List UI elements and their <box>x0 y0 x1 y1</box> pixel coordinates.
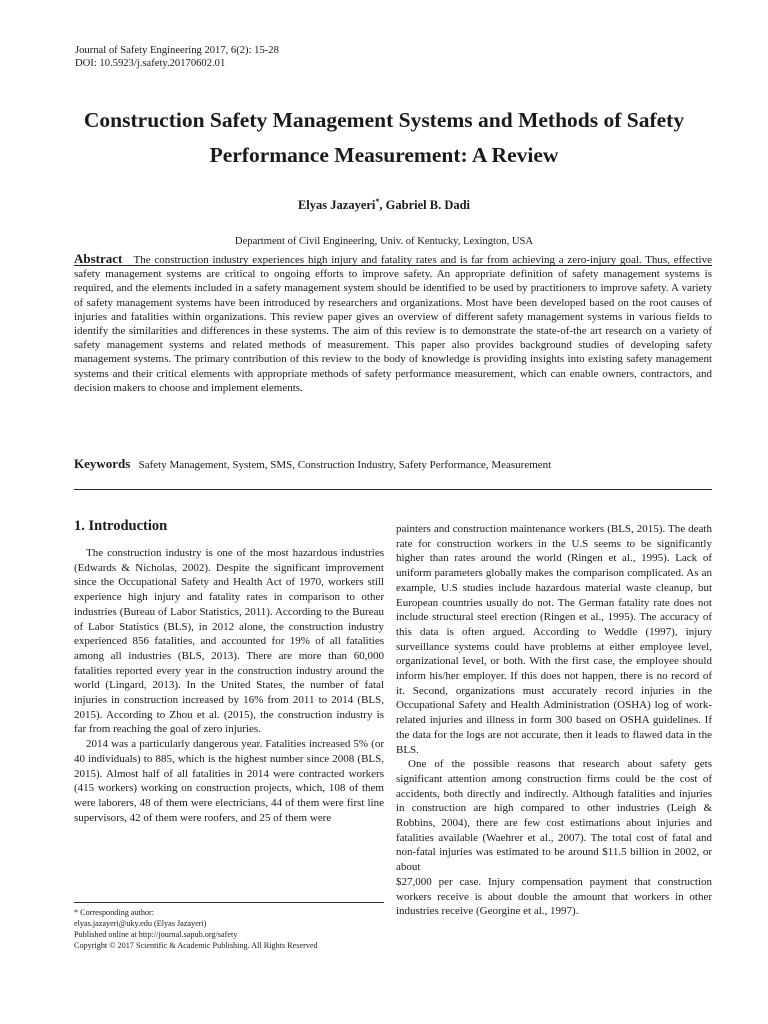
affiliation: Department of Civil Engineering, Univ. of Kentucky, Lexington, USA <box>234 236 534 247</box>
corresponding-mark: * <box>375 197 380 206</box>
footnote-line: * Corresponding author: <box>74 908 155 917</box>
keywords-label: Keywords <box>74 456 131 471</box>
doi: DOI: 10.5923/j.safety.20170602.01 <box>75 58 226 69</box>
author-name: Elyas Jazayeri <box>297 198 376 213</box>
keywords-text: Safety Management, System, SMS, Construction Industry, Safety Performance, Measurement <box>138 459 552 471</box>
paragraph: $27,000 per case. Injury compensation payment that construction workers receive is about double the amount that workers in other industries receive (Georgine et al., 1997). <box>396 875 712 918</box>
keywords <box>74 456 712 472</box>
co-author-names: , Gabriel B. Dadi <box>379 198 471 213</box>
footnote-divider <box>74 902 384 903</box>
paragraph: painters and construction maintenance workers (BLS, 2015). The death rate for construction workers in the U.S seems to be significantly higher than rates around the world (Ringen et al., 1995). Lack of uniform parameters globally makes the comparison complicated. As an example, U.S studies include hazardous material waste cleanup, but European countries usually do not. The German fatality rate does not include structural steel erection (Ringen et al., 1995). The accuracy of this data is often argued. According to Weddle (1997), injury surveillance systems could have problems at either employee level, organizational level, or both. With the first case, the employee should inform his/her employer. If this does not happen, there is no record of it. Second, organizations must accurately record injuries in the Occupational Safety and Health Administration (OSHA) log of work-related injuries and illness in form 300 based on OSHA guidelines. If the data for the logs are not accurate, then it leads to flawed data in the BLS. <box>396 523 712 756</box>
paragraph: 2014 was a particularly dangerous year. Fatalities increased 5% (or 40 individuals) to 885, which is the highest number since 2008 (BLS, 2015). Almost half of all fatalities in 2014 were contracted workers (415 workers) working on construction projects, which, 108 of them were laborers, 48 of them were electricians, 44 of them were first line supervisors, 42 of them were roofers, and 25 of them were <box>74 738 384 824</box>
paper-title: Construction Safety Management Systems and Methods of Safety Performance Measurement: A Review <box>83 108 685 167</box>
author-line <box>0 197 768 213</box>
left-column <box>74 546 384 825</box>
paragraph: The construction industry is one of the most hazardous industries (Edwards & Nicholas, 2002). Despite the significant improvement since the Occupational Safety and Health Act of 1970, workers still experience high injury and fatality rates in comparison to other industries (Bureau of Labor Statistics, 2011). According to the Bureau of Labor Statistics (BLS), in 2012 alone, the construction industry experienced 856 fatalities, and accounted for 19% of all fatalities among all industries (BLS, 2013). There are more than 60,000 fatalities reported every year in the construction industry around the world (Lingard, 2013). In the United States, the number of fatal injuries in construction increased by 16% from 2011 to 2014 (BLS, 2015). According to Zhou et al. (2015), the construction industry is far from reaching the goal of zero injuries. <box>74 547 384 736</box>
right-column <box>396 522 712 919</box>
footnote-email[interactable]: elyas.jazayeri@uky.edu (Elyas Jazayeri) <box>74 919 207 928</box>
footnote-copyright: Copyright © 2017 Scientific & Academic Publishing. All Rights Reserved <box>74 941 318 950</box>
journal-citation: Journal of Safety Engineering 2017, 6(2): 15-28 <box>75 45 279 56</box>
section-heading: 1. Introduction <box>74 518 168 534</box>
abstract <box>74 252 712 395</box>
journal-header <box>75 44 279 70</box>
footnotes <box>74 907 394 951</box>
abstract-label: Abstract <box>74 251 123 266</box>
divider-bottom <box>74 489 712 490</box>
paragraph: One of the possible reasons that research about safety gets significant attention among construction firms could be the cost of accidents, both directly and indirectly. Although fatalities and injuries in construction are high compared to other industries (Leigh & Robbins, 2004), there are few cost estimations about injuries and fatalities available (Waehrer et al., 2007). The total cost of fatal and non-fatal injuries was estimated to be around $11.5 billion in 2002, or about <box>396 758 712 874</box>
footnote-url[interactable]: Published online at http://journal.sapub.org/safety <box>74 930 238 939</box>
abstract-text: The construction industry experiences high injury and fatality rates and is far from achieving a zero-injury goal. Thus, effective safety management systems are critical to ongoing efforts to improve safety. An appropriate definition of safety management systems is required, and the elements included in a safety management system should be identified to be used by practitioners to improve safety. A variety of safety management systems have been introduced by researchers and organizations. Most have been developed based on the root causes of injuries and fatalities within organizations. This review paper gives an overview of different safety management systems in various fields to identify the similarities and differences in these systems. The aim of this review is to demonstrate the state-of-the art research on a variety of safety management systems and related methods of measurement. This paper also provides background studies of developing safety management systems. The primary contribution of this review to the body of knowledge is providing insights into existing safety management systems and their critical elements with appropriate methods of safety performance measurement, which can enable owners, contractors, and decision makers to choose and implement elements. <box>74 254 712 394</box>
